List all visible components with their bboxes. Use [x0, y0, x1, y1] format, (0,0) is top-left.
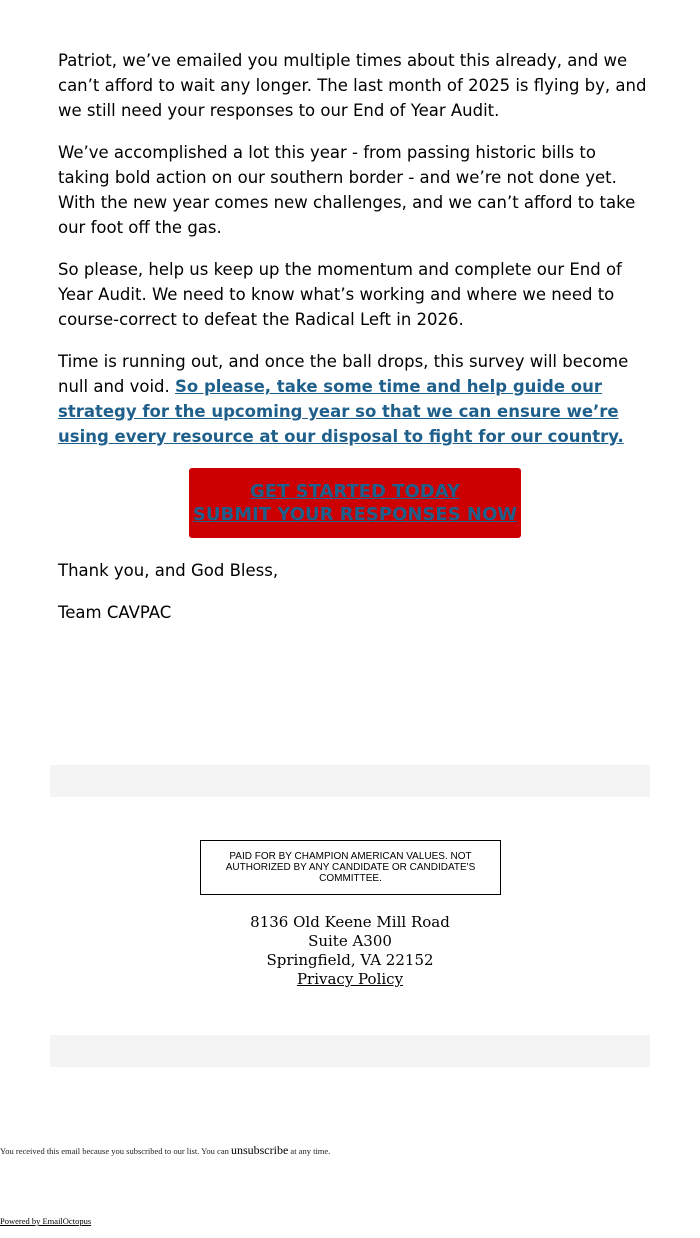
address-line-2: Suite A300 — [308, 932, 392, 950]
email-body — [58, 48, 652, 642]
divider-band-bottom — [50, 1035, 650, 1067]
paragraph-accomplishments: We’ve accomplished a lot this year - from passing historic bills to taking bold action on our southern border - and we’re not done yet. With the new year comes new challenges, and we can’t afford to take our foot off the gas. — [58, 143, 636, 237]
paragraph-momentum: So please, help us keep up the momentum and complete our End of Year Audit. We need to know what’s working and where we need to course-correct to defeat the Radical Left in 2026. — [58, 260, 622, 329]
paid-for-disclaimer: PAID FOR BY CHAMPION AMERICAN VALUES. NOT AUTHORIZED BY ANY CANDIDATE OR CANDIDATE'S COMMITTEE. — [200, 840, 501, 895]
signature: Team CAVPAC — [58, 603, 172, 622]
cta-container — [58, 468, 652, 538]
subscription-notice — [0, 1143, 330, 1158]
cta-line-1: GET STARTED TODAY — [250, 481, 460, 502]
powered-by-emailoctopus-link[interactable]: Powered by EmailOctopus — [0, 1216, 92, 1226]
address-line-3: Springfield, VA 22152 — [266, 951, 434, 969]
strategy-survey-link[interactable]: So please, take some time and help guide our strategy for the upcoming year so that we can ensure we’re using every resource at our disposal to fight for our country. — [58, 377, 624, 446]
unsubscribe-link[interactable]: unsubscribe — [230, 1143, 289, 1157]
signoff: Thank you, and God Bless, — [58, 561, 279, 580]
deadline-text: Time is running out, and once the ball drops, this survey will become null and void. — [58, 352, 629, 396]
privacy-policy-link[interactable]: Privacy Policy — [296, 970, 404, 988]
paragraph-intro: Patriot, we’ve emailed you multiple times about this already, and we can’t afford to wait any longer. The last month of 2025 is flying by, and we still need your responses to our End of Year Audit. — [58, 51, 647, 120]
address-line-1: 8136 Old Keene Mill Road — [250, 913, 450, 931]
submit-responses-button[interactable] — [189, 468, 521, 538]
mailing-address — [0, 913, 700, 989]
subscription-notice-suffix: at any time. — [290, 1146, 331, 1156]
paragraph-deadline — [58, 349, 652, 449]
cta-line-2: SUBMIT YOUR RESPONSES NOW — [192, 504, 518, 525]
divider-band-top — [50, 765, 650, 797]
subscription-notice-text: You received this email because you subscribed to our list. You can — [0, 1146, 229, 1156]
